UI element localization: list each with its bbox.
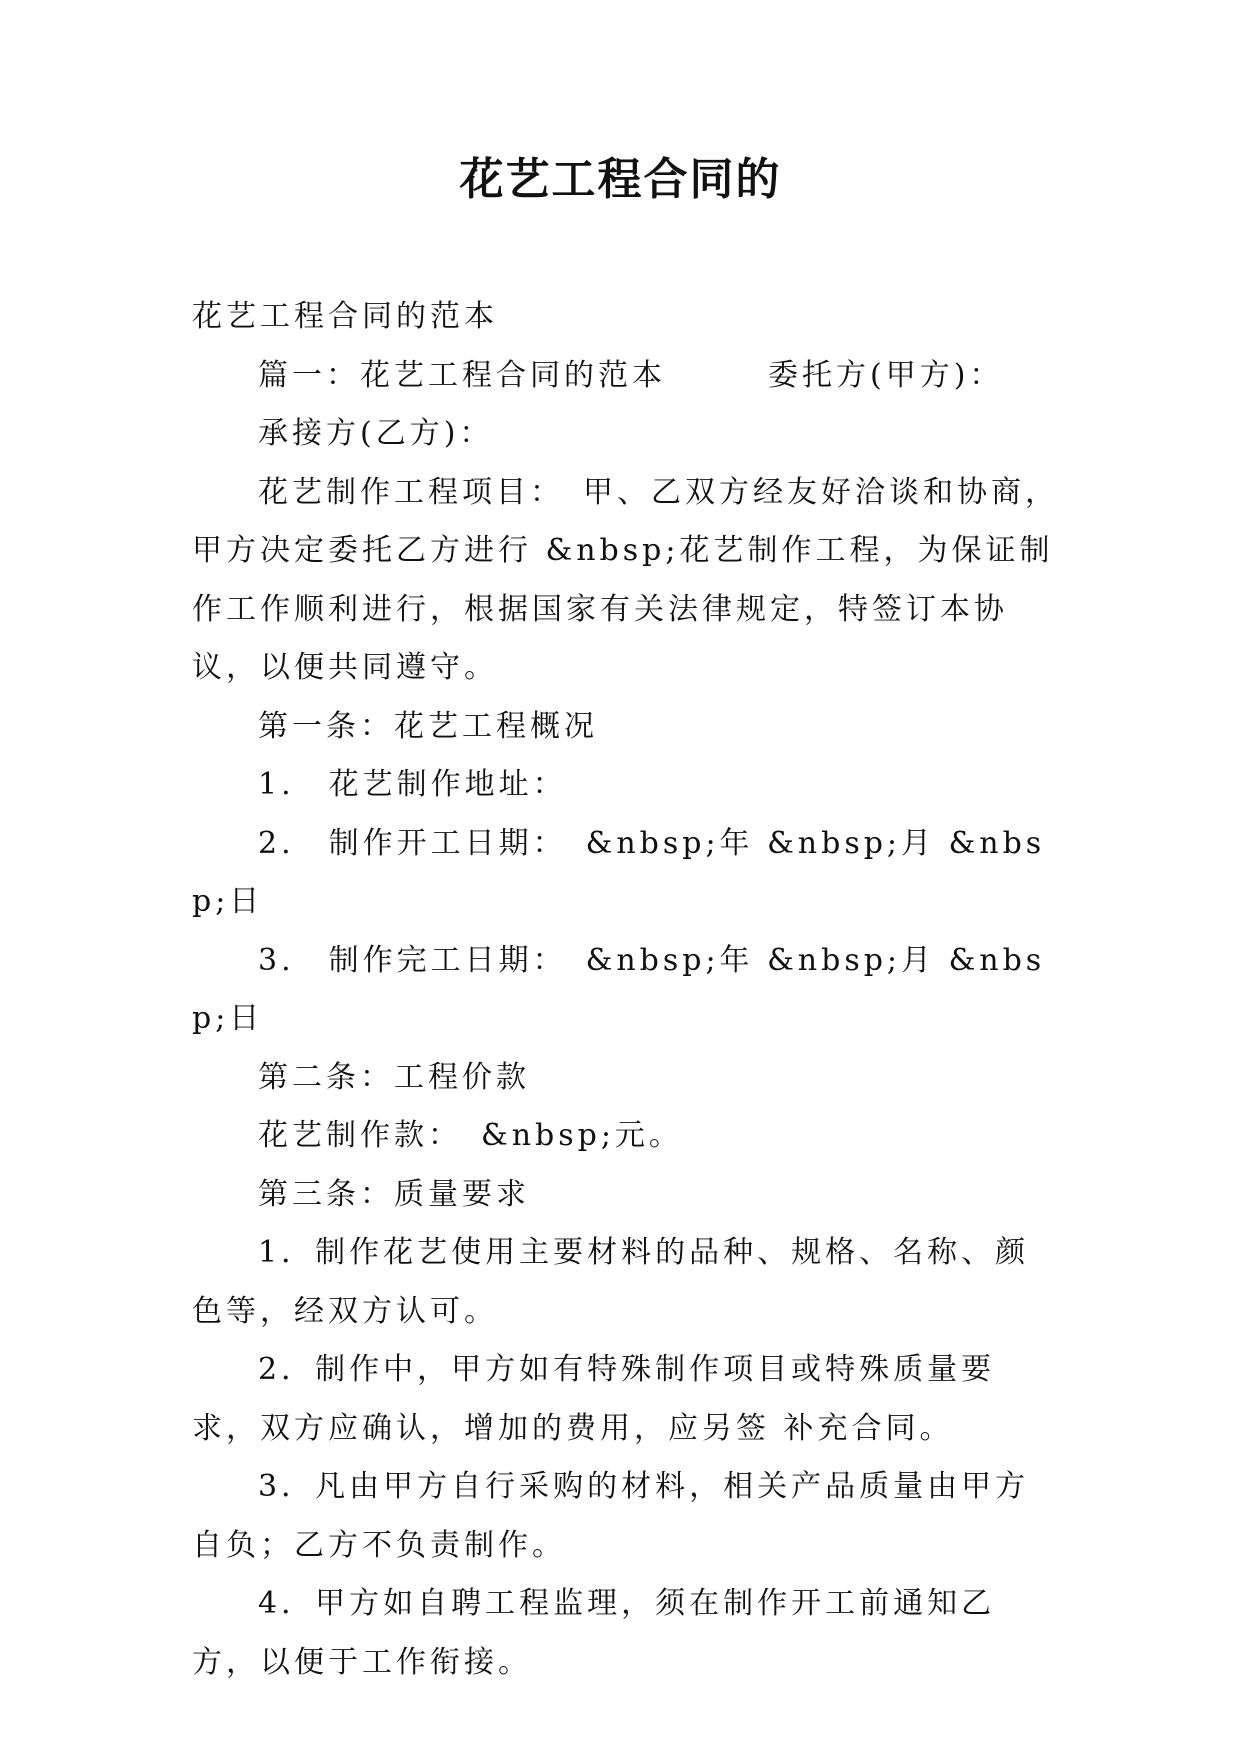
paragraph-article-two-heading: 第二条：工程价款 xyxy=(258,1059,530,1095)
paragraph-project-intro: 花艺制作工程项目： 甲、乙双方经友好洽谈和协商，甲方决定委托乙方进行 &nbsp;花艺制作工程，为保证制作工作顺利进行，根据国家有关法律规定，特签订本协议，以便共同遵守。 xyxy=(192,474,1059,685)
paragraph-article-one-heading: 第一条：花艺工程概况 xyxy=(258,708,598,744)
paragraph-party-b: 承接方(乙方)： xyxy=(258,416,494,451)
paragraph-chapter-one: 篇一：花艺工程合同的范本 委托方(甲方)： xyxy=(258,357,1004,393)
paragraph-quality-4: 4．甲方如自聘工程监理，须在制作开工前通知乙方，以便于工作衔接。 xyxy=(192,1586,996,1680)
paragraph-start-date: 2. 制作开工日期： &nbsp;年 &nbsp;月 &nbsp;日 xyxy=(192,825,1046,919)
paragraph-article-three-heading: 第三条：质量要求 xyxy=(258,1176,530,1212)
paragraph-quality-2: 2．制作中，甲方如有特殊制作项目或特殊质量要求，双方应确认，增加的费用，应另签 补充合同。 xyxy=(192,1352,996,1446)
paragraph-quality-1: 1．制作花艺使用主要材料的品种、规格、名称、颜色等，经双方认可。 xyxy=(192,1235,1030,1329)
document-body xyxy=(192,288,1060,1692)
document-title: 花艺工程合同的 xyxy=(459,154,782,205)
paragraph-subtitle: 花艺工程合同的范本 xyxy=(192,299,498,334)
paragraph-quality-3: 3．凡由甲方自行采购的材料，相关产品质量由甲方自负；乙方不负责制作。 xyxy=(192,1469,1030,1563)
paragraph-price: 花艺制作款： &nbsp;元。 xyxy=(258,1118,683,1153)
paragraph-address: 1. 花艺制作地址： xyxy=(258,767,567,802)
paragraph-end-date: 3. 制作完工日期： &nbsp;年 &nbsp;月 &nbsp;日 xyxy=(192,942,1046,1036)
